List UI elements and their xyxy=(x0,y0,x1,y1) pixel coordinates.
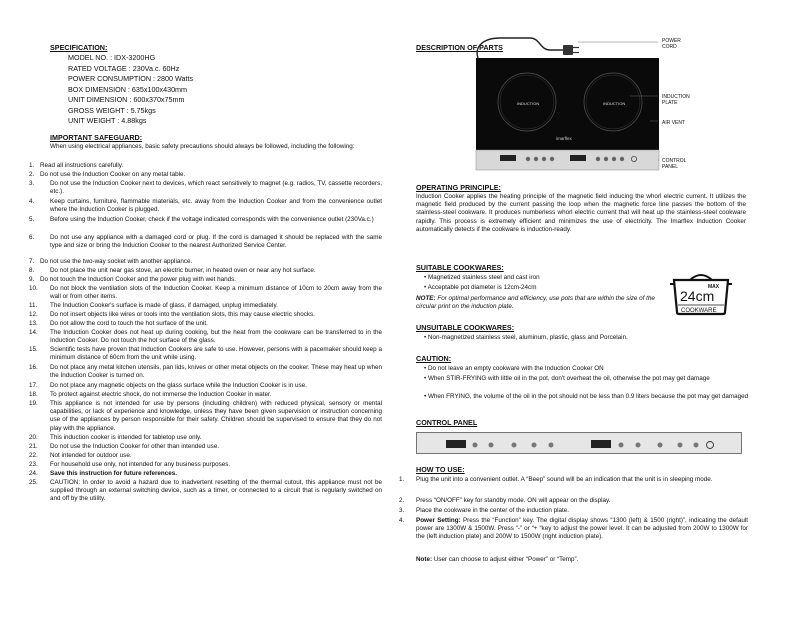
caution-bullet-2: • When STIR-FRYING with little oil in the pot, don't overheat the oil, otherwise the pot may get damage xyxy=(424,375,710,382)
how-to-step-body: Press “ON/OFF” key for standby mode. ON will appear on the display. xyxy=(416,497,611,504)
spec-row: UNIT DIMENSION : 600x370x75mm xyxy=(68,95,185,104)
safeguard-item-text: The Induction Cooker's surface is made of glass, if damaged, unplug immediately. xyxy=(50,302,278,309)
safeguard-item-number: 23. xyxy=(29,461,38,468)
safeguard-item-number: 9. xyxy=(29,276,35,283)
safeguard-item-text: Do not use the Induction Cooker for other than intended use. xyxy=(50,443,220,450)
unsuitable-heading: UNSUITABLE COOKWARES: xyxy=(416,323,515,332)
how-to-heading: HOW TO USE: xyxy=(416,465,465,474)
how-to-step-text xyxy=(416,497,748,505)
pot-max-label: MAX xyxy=(708,284,720,290)
safeguard-item-number: 25. xyxy=(29,479,38,486)
safeguard-item-text: Before using the Induction Cooker, check if the voltage indicated corresponds with the convenience outlet (230Va.c.) xyxy=(50,216,374,223)
safeguard-item-text: Not intended for outdoor use. xyxy=(50,452,132,459)
safeguard-item-number: 10. xyxy=(29,285,38,292)
safeguard-item-number: 3. xyxy=(29,180,35,187)
safeguard-item-number: 18. xyxy=(29,391,38,398)
suitable-heading: SUITABLE COOKWARES: xyxy=(416,263,504,272)
safeguard-intro: When using electrical appliances, basic safety precautions should always be followed, including the following: xyxy=(50,143,355,150)
how-to-step-body: Press the “Function” key. The digital display shows “1300 (left) & 1500 (right)”, indicating the default power are 1300W & 1500W. Press “-” or “+ “key to adjust the power level. It can be adjusted from 200W to 1300W for the (left induction plate) and 200W to 1500W (right induction plate). xyxy=(416,517,748,541)
safeguard-item-number: 14. xyxy=(29,329,38,336)
pot-size-icon xyxy=(668,268,734,316)
spec-row: MODEL NO. : IDX-3200HG xyxy=(68,53,156,62)
safeguard-item-text: For household use only, not intended for any business purposes. xyxy=(50,461,231,468)
safeguard-item-number: 24. xyxy=(29,470,38,477)
safeguard-item-number: 4. xyxy=(29,198,35,205)
safeguard-item-text: Do not place any magnetic objects on the glass surface while the Induction Cooker is in use. xyxy=(50,382,307,389)
safeguard-item-number: 7. xyxy=(29,258,35,265)
safeguard-item-text: Do not use the Induction Cooker on any metal table. xyxy=(40,171,186,178)
how-to-step-bold: Power Setting: xyxy=(416,517,461,524)
how-to-step-number: 2. xyxy=(399,497,405,504)
control-panel-illustration xyxy=(416,432,742,454)
brand-logo: imarflex xyxy=(556,136,572,141)
left-zone-label: INDUCTION xyxy=(517,101,540,106)
safeguard-item-text: This induction cooker is intended for tabletop use only. xyxy=(50,434,202,441)
safeguard-item-text: Scientific tests have proven that Induction Cookers are safe to use. However, persons with a pacemaker should keep a minimum distance of 60cm from the unit while using. xyxy=(50,346,382,362)
how-to-step-number: 3. xyxy=(399,507,405,514)
control-panel-label: CONTROL PANEL xyxy=(662,158,687,170)
suitable-note: NOTE: For optimal performance and efficiency, use pots that are within the size of the circular print on the induction plate. xyxy=(416,295,655,311)
right-zone-label: INDUCTION xyxy=(603,101,626,106)
how-to-step-text xyxy=(416,507,748,515)
suitable-bullet-1: • Magnetized stainless steel and cast iron xyxy=(424,274,540,281)
unsuitable-bullet-1: • Non-magnetized stainless steel, aluminum, plastic, glass and Porcelain. xyxy=(424,334,628,341)
safeguard-item-number: 12. xyxy=(29,311,38,318)
safeguard-item-number: 2. xyxy=(29,171,35,178)
induction-cooker-illustration xyxy=(470,28,685,176)
safeguard-item-text: Do not touch the Induction Cooker and the power plug with wet hands. xyxy=(40,276,237,283)
safeguard-item-number: 15. xyxy=(29,346,38,353)
safeguard-item-number: 1. xyxy=(29,162,35,169)
safeguard-item-text: The Induction Cooker does not heat up during cooking, but the heat from the cookware can be transferred to in the Induction Cooker. Do not touch the hot surface of the glass. xyxy=(50,329,382,345)
safeguard-item-number: 22. xyxy=(29,452,38,459)
suitable-bullet-2: • Acceptable pot diameter is 12cm-24cm xyxy=(424,284,537,291)
caution-bullet-3: • When FRYING, the volume of the oil in the pot should not be less than 0.9 liters because the pot may get damaged xyxy=(424,393,749,400)
how-to-note: Note: User can choose to adjust either “Power” or “Temp”. xyxy=(416,556,579,563)
parts-heading: DESCRIPTION OF PARTS xyxy=(416,43,503,52)
spec-row: UNIT WEIGHT : 4.88kgs xyxy=(68,116,147,125)
safeguard-item-text: Do not allow the cord to touch the hot surface of the unit. xyxy=(50,320,208,327)
safeguard-item-number: 8. xyxy=(29,267,35,274)
safeguard-item-text: Read all instructions carefully. xyxy=(40,162,124,169)
safeguard-item-number: 19. xyxy=(29,400,38,407)
pot-caption-label: COOKWARE xyxy=(681,308,717,314)
how-to-step-text xyxy=(416,476,748,484)
safeguard-item-text: Do not block the ventilation slots of the Induction Cooker. Keep a minimum distance of 10cm to 20cm away from the wall or from other items. xyxy=(50,285,382,301)
how-to-step-text xyxy=(416,517,748,542)
safeguard-item-text: Do not insert objects like wires or tools into the ventilation slots, this may cause electric shocks. xyxy=(50,311,315,318)
safeguard-item-text: Do not use the Induction Cooker next to devices, which react sensitively to magnet (e.g. radios, TV, cassette recorders, etc.). xyxy=(50,180,382,196)
safeguard-item-text: Do not place any metal kitchen utensils, pan lids, knives or other metal objects on the cooker. These may heat up when the Induction Cooker is turned on. xyxy=(50,364,382,380)
safeguard-item-text: This appliance is not intended for use by persons (including children) with reduced physical, sensory or mental capabilities, or lack of experience and knowledge, unless they have been given supervision or instruction concerning use of the appliances by person responsible for their safety. Children should be supervised to ensure that they do not play with the appliance. xyxy=(50,400,382,432)
safeguard-item-text: Save this instruction for future references. xyxy=(50,470,178,477)
safeguard-item-number: 13. xyxy=(29,320,38,327)
caution-bullet-1: • Do not leave an empty cookware with the Induction Cooker ON xyxy=(424,365,604,372)
principle-heading: OPERATING PRINCIPLE: xyxy=(416,183,501,192)
safeguard-item-text: To protect against electric shock, do not immerse the Induction Cooker in water. xyxy=(50,391,272,398)
spec-row: RATED VOLTAGE : 230Va.c. 60Hz xyxy=(68,63,180,73)
safeguard-item-text: Do not use any appliance with a damaged cord or plug. If the cord is damaged it should be replaced with the same type and size or bring the Induction Cooker to the nearest Authorized Service Center. xyxy=(50,234,382,250)
safeguard-item-number: 17. xyxy=(29,382,38,389)
safeguard-item-text: CAUTION: In order to avoid a hazard due to inadvertent resetting of the thermal cutout, this appliance must not be supplied through an external switching device, such as a timer, or connected to a circuit that is regularly switched on and off by the utility. xyxy=(50,479,382,503)
caution-heading: CAUTION: xyxy=(416,354,452,363)
plug-body xyxy=(563,45,573,55)
how-to-step-number: 1. xyxy=(399,476,405,483)
safeguard-item-text: Do not use the two-way socket with another appliance. xyxy=(40,258,193,265)
spec-row: POWER CONSUMPTION : 2800 Watts xyxy=(68,74,194,83)
safeguard-item-number: 5. xyxy=(29,216,35,223)
power-cord-line xyxy=(477,38,565,58)
spec-row: GROSS WEIGHT : 5.75kgs xyxy=(68,105,156,115)
specification-heading: SPECIFICATION: xyxy=(50,43,108,52)
principle-text: Induction Cooker applies the heating principle of the magnetic field inducing the whorl electric current. It utilizes the magnetic field produced by the current passing the loop when the magnetic force line passes the bottom of the stainless-steel cookware. It produces numberless whorl electric current that will heat up the stainless-steel cookware rapidly. This process is extremely efficient and minimizes the use of electricity. The Imarflex Induction Cooker automatically detects if the cookware is induction-ready. xyxy=(416,193,746,233)
safeguard-item-number: 11. xyxy=(29,302,38,309)
how-to-step-body: Place the cookware in the center of the induction plate. xyxy=(416,507,569,514)
how-to-step-number: 4. xyxy=(399,517,405,524)
power-cord-label: POWER CORD xyxy=(662,38,681,50)
safeguard-item-number: 16. xyxy=(29,364,38,371)
how-to-step-body: Plug the unit into a convenient outlet. A “Beep” sound will be an indication that the unit is in sleeping mode. xyxy=(416,476,713,483)
pot-size-label: 24cm xyxy=(680,288,715,304)
safeguard-item-number: 20. xyxy=(29,434,38,441)
safeguard-item-text: Keep curtains, furniture, flammable materials, etc. away from the Induction Cooker and from the convenience outlet where the Induction Cooker is plugged. xyxy=(50,198,382,214)
induction-plate-label: INDUCTION PLATE xyxy=(662,94,690,106)
safeguard-heading: IMPORTANT SAFEGUARD: xyxy=(50,133,143,142)
safeguard-item-number: 21. xyxy=(29,443,38,450)
safeguard-item-number: 6. xyxy=(29,234,35,241)
air-vent-label: AIR VENT xyxy=(662,120,686,126)
spec-row: BOX DIMENSION : 635x100x430mm xyxy=(68,84,188,94)
control-panel-heading: CONTROL PANEL xyxy=(416,418,478,427)
safeguard-item-text: Do not place the unit near gas stove, an electric burner, in heated oven or near any hot surface. xyxy=(50,267,316,274)
